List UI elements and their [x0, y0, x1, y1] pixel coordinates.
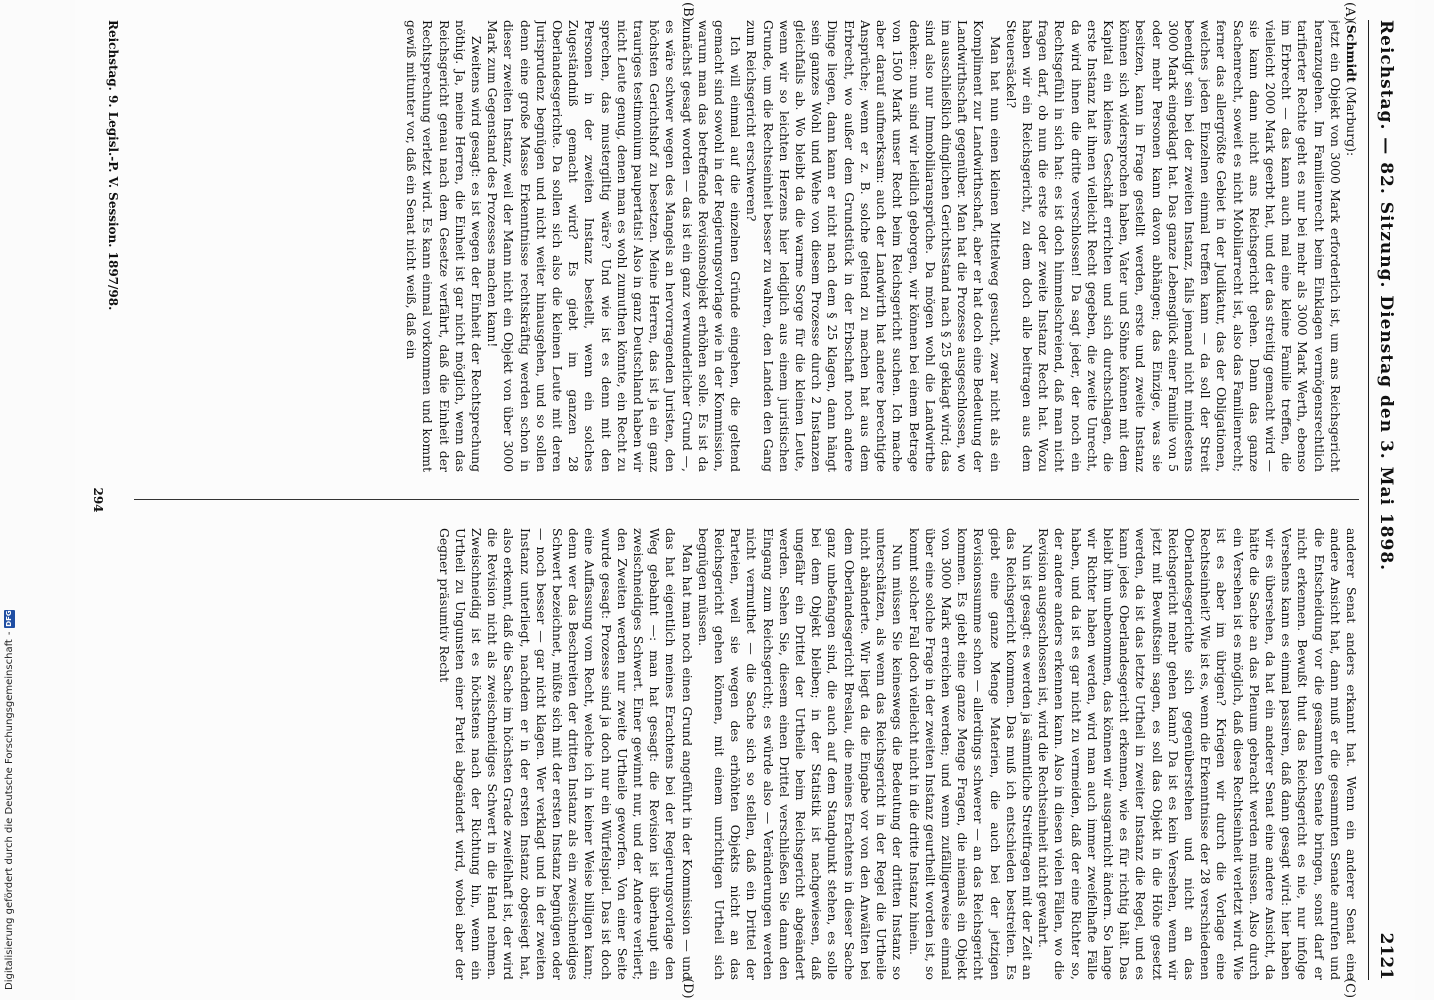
right-paragraph: Man hat man noch einen Grund angeführt in der Kommission — und das hat eigentlich meines Erachtens bei der Regierungsvorlage den Weg gebahnt —: man hat gesagt: die Revision ist überhaupt ein zweischneidiges Schwert. Einer gewinnt nur, und der Andere verliert; den Zweiten werden nur zweite Urtheile geworfen. Von einer Seite wurde gesagt: Prozesse sind ja doch nur ein Würfelspiel. Das ist doch eine Auffassung vom Recht, welche ich in keiner Weise billigen kann; denn wer das Beschreiten der dritten Instanz als ein zweischneidiges Schwert bezeichnet, müßte sich mit der ersten Instanz begnügen oder — noch besser — gar nicht klagen. Wer verklagt und in der zweiten Instanz unterliegt, nachdem er in der ersten Instanz obgesiegt hat, also erkennt, daß die Sache im höchsten Grade zweifelhaft ist, der wird die Revision nicht als zweischneidiges Schwert in die Hand nehmen. Zweischneidig ist es höchstens nach der Richtung hin, wenn ein Urtheil zu Ungunsten einer Partei abgeändert wird, wobei aber der Gegner präsumtiv Recht	[436, 528, 695, 980]
margin-mark-a: (A)	[1342, 2, 1357, 22]
speaker-name: Schmidt	[1344, 24, 1359, 83]
right-column	[129, 528, 1359, 980]
left-paragraph: Ich will einmal auf die einzelnen Gründe eingehen, die geltend gemacht sind sowohl in der Regierungsvorlage wie in der Kommission, warum man das betreffende Revisionsobjekt erhöhen solle. Es ist da zunächst gesagt worden — das ist ein ganz verwunderlicher Grund —, es wäre schwer wegen des Mangels an hervorragenden Juristen, den höchsten Gerichtshof zu besetzen. Meine Herren, das ist ja ein ganz trauriges testimonium paupertatis! Also in ganz Deutschland haben wir nicht Leute genug, denen man es wohl zumuthen könnte, ein Recht zu sprechen, das mustergiltig wäre? Und wie ist es denn mit den Personen in der zweiten Instanz bestellt, wenn ein solches Zugeständniß gemacht wird? Es giebt im ganzen 28 Oberlandesgerichte. Da sollen sich also die kleinen Leute mit deren Jurisprudenz begnügen und nicht weiter hinausgehen, und so sollen denn eine große Masse Erkenntnisse rechtskräftig werden schon in dieser zweiten Instanz, weil der Mann nicht ein Objekt von über 3000 Mark zum Gegenstand des Prozesses machen kann!	[485, 20, 744, 472]
speaker-detail: (Marburg):	[1344, 86, 1359, 157]
footer-session: Reichstag. 9. Legisl.-P. V. Session. 1897/98.	[106, 20, 120, 311]
credit-text: Digitalisierung gefördert durch die Deutsche Forschungsgemeinschaft	[3, 639, 15, 990]
speaker-line: (Schmidt (Marburg):	[1344, 20, 1359, 157]
page-header	[1368, 20, 1403, 980]
left-paragraph: Zweitens wird gesagt: es ist wegen der Einheit der Rechtsprechung nöthig. Ja, meine Herren, die Einheit ist gar nicht möglich, wenn das Reichsgericht genau nach dem Gesetze verfährt, daß die Einheit der Rechtsprechung verletzt wird. Es kann einmal vorkommen und kommt gewiß mitunter vor, daß ein Senat nicht weiß, daß ein	[404, 20, 485, 472]
left-paragraph: Man hat nun einen kleinen Mittelweg gesucht, zwar nicht als ein Kompliment zur Landwirthschaft, aber er hat doch eine Bedeutung der Landwirthschaft gegenüber. Man hat die Prozesse ausgeschlossen, wo im ausschließlich dinglichen Gerichtsstand nach § 25 geklagt wird; das sind also nur Immobiliaransprüche. Da mögen wohl die Landwirthe denken: nun sind wir leidlich geborgen, wir können bei einem Betrage von 1500 Mark unser Recht beim Reichsgericht suchen. Ich mache aber darauf aufmerksam: auch der Landwirth hat andere berechtigte Ansprüche; wenn er z. B. solche geltend zu machen hat aus dem Erbrecht, wo außer dem Grundstück in der Erbschaft noch andere Dinge liegen, dann kann er nicht nach dem § 25 klagen, dann hängt sein ganzes Wohl und Wehe von diesem Prozesse durch 2 Instanzen gleichfalls ab. Wo bleibt da die warme Sorge für die kleinen Leute, wenn wir so leichten Herzens hier lediglich aus einem juristischen Grunde, um die Rechtseinheit besser zu wahren, den Landen den Gang zum Reichsgericht erschweren?	[744, 20, 1003, 472]
right-paragraph: Nun ist gesagt: es werden ja sämmtliche Streitfragen mit der Zeit an das Reichsgericht kommen. Das muß ich entschieden bestreiten. Es giebt eine ganze Menge Materien, die auch bei der jetzigen Revisionssumme schon — allerdings schwerer — an das Reichsgericht kommen. Es giebt eine ganze Menge Fragen, die niemals ein Objekt von 3000 Mark erreichen werden; und wenn zufälligerweise einmal über eine solche Frage in der zweiten Instanz geurtheilt worden ist, so kommt solcher Fall doch vielleicht nicht in die dritte Instanz hinein.	[906, 528, 1035, 980]
digitization-credit: Digitalisierung gefördert durch die Deutsche Forschungsgemeinschaft - DFG	[3, 610, 15, 990]
left-paragraph: jetzt ein Objekt von 3000 Mark erforderlich ist, um ans Reichsgericht heranzugehen. Im Familienrecht beim Einklagen vermögensrechtlich tarifierter Rechte geht es nur bei mehr als 3000 Mark Werth, ebenso im Erbrecht — das kann auch mal eine kleine Familie treffen, die vielleicht 2000 Mark geerbt hat, und der das streitig gemacht wird — sie kann dann nicht ans Reichsgericht gehen. Dann das ganze Sachenrecht, soweit es nicht Mobiliarrecht ist, also das Familienrecht; ferner das allergrößte Gebiet in der Judikatur, das der Obligationen, welches jeden Einzelnen einmal treffen kann — da soll der Streit beendigt sein bei der zweiten Instanz, falls jemand nicht mindestens 3000 Mark eingeklagt hat. Das ganze Lebensglück einer Familie von 5 oder mehr Personen kann davon abhängen; das Einzige, was sie besitzen, kann in Frage gestellt werden, erste und zweite Instanz können sich widersprochen haben, Vater und Söhne können mit dem Kapital ein kleines Geschäft errichten und sich durchschlagen, die erste Instanz hat ihnen vielleicht Recht gegeben, die zweite Unrecht, da wird ihnen die dritte verschlossen! Da sagt jeder, der noch ein Rechtsgefühl in sich hat: es ist doch himmelschreiend, daß man nicht fragen darf, ob nun die erste oder zweite Instanz Recht hat. Wozu haben wir ein Reichsgericht, zu dem doch alle beitragen aus dem Steuersäckel?	[1003, 20, 1343, 472]
dfg-logo-icon: DFG	[4, 610, 13, 627]
footer-sheet-number: 294	[91, 487, 105, 513]
rotated-document-page	[75, 0, 1415, 1000]
margin-mark-b: (B)	[680, 2, 695, 22]
header-page-number: 2121	[1376, 932, 1396, 980]
right-paragraph: anderer Senat anders erkannt hat. Wenn ein anderer Senat eine andere Ansicht hat, dann muß er die gesammten Senate anrufen und die Entscheidung vor die gesammten Senate bringen, sonst darf er nicht erkennen. Bewußt thut das Reichsgericht es nie, nur infolge Versehens kann es einmal passiren, daß dann gesagt wird: hier haben wir es übersehen, da hat ein anderer Senat eine andere Ansicht, da hätte die Sache an das Plenum gebracht werden müssen. Also durch ein Versehen ist es möglich, daß diese Rechtseinheit verletzt wird. Wie ist es aber im übrigen? Kriegen wir durch die Vorlage eine Rechtseinheit? Wie ist es, wenn die Erkenntnisse der 28 verschiedenen Oberlandesgerichte sich gegenüberstehen und nicht an das Reichsgericht mehr gehen kann? Da ist es kein Versehen, wenn wir jetzt mit Bewußtsein sagen, es soll das Objekt in die Höhe gesetzt werden, da ist das letzte Urtheil in zweiter Instanz die Regel, und es kann jedes Oberlandesgericht erkennen, wie es für richtig hält. Das bleibt ihm unbenommen, das können wir ausgarnicht ändern. So lange wir Richter haben werden, wird man auch immer zweifelhafte Fälle haben, und da ist es gar nicht zu vermeiden, daß der eine Richter so, der andere anders erkennen kann. Also in diesen vielen Fällen, wo die Revision ausgeschlossen ist, wird die Rechtseinheit nicht gewahrt.	[1036, 528, 1359, 980]
header-title: Reichstag. — 82. Sitzung. Dienstag den 3. Mai 1898.	[1376, 20, 1396, 572]
left-column	[129, 20, 1359, 472]
margin-mark-d: (D)	[680, 978, 695, 999]
margin-mark-c: (C)	[1342, 978, 1357, 999]
right-paragraph: Nun müssen Sie keineswegs die Bedeutung der dritten Instanz so unterschätzen, als wenn das Reichsgericht in der Regel die Urtheile nicht abänderte. Wir liegt da die Eingabe vor von den Anwälten bei dem Oberlandesgericht Breslau, die meines Erachtens in dieser Sache ganz unbefangen sind, die auch auf dem Standpunkt stehen, es solle bei dem Objekt bleiben; in der Statistik ist nachgewiesen, daß ungefähr ein Drittel der Urtheile beim Reichsgericht abgeändert werden. Sehen Sie, diesem einen Drittel verschließen Sie dann den Eingang zum Reichsgericht; es würde also — Veränderungen werden nicht vermuthet — die Sache sich so stellen, daß ein Drittel der Parteien, weil sie wegen des erhöhten Objekts nicht an das Reichsgericht gehen können, mit einem unrichtigen Urtheil sich begnügen müssen.	[695, 528, 906, 980]
column-divider	[134, 499, 1359, 500]
